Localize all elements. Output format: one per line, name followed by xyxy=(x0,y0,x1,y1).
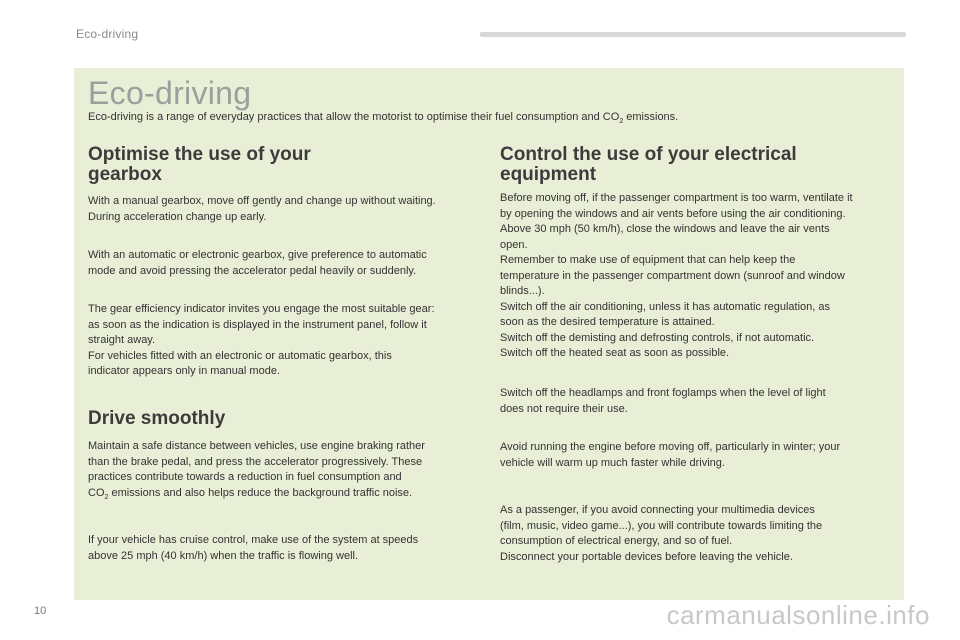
intro-text-part: emissions. xyxy=(623,111,679,123)
gearbox-paragraph: With an automatic or electronic gearbox, give preference to automatic mode and avoid pressing the accelerator pedal heavily or suddenly. xyxy=(88,249,427,277)
header-rule xyxy=(480,32,906,37)
electrical-heading: Control the use of your electrical equipment xyxy=(500,144,797,185)
co2-subscript: 2 xyxy=(619,118,624,126)
co2-subscript: 2 xyxy=(104,493,109,501)
electrical-paragraph: Switch off the headlamps and front foglamps when the level of light does not require their use. xyxy=(500,387,826,415)
drive-heading: Drive smoothly xyxy=(88,408,226,429)
intro-text xyxy=(88,110,888,129)
drive-text-part: emissions and also helps reduce the background traffic noise. xyxy=(108,486,413,499)
intro-text-part: Eco-driving is a range of everyday practices that allow the motorist to optimise their fuel consumption and CO xyxy=(88,111,620,123)
gearbox-paragraph: The gear efficiency indicator invites you engage the most suitable gear: as soon as the indication is displayed in the instrument panel, follow it straight away. For vehicles fitted with an electronic or automatic gearbox, this indicator appears only in manual mode. xyxy=(88,303,435,377)
drive-paragraph: If your vehicle has cruise control, make use of the system at speeds above 25 mph (40 km/h) when the traffic is flowing well. xyxy=(88,534,419,562)
electrical-paragraph: Avoid running the engine before moving off, particularly in winter; your vehicle will warm up much faster while driving. xyxy=(500,441,841,469)
watermark: carmanualsonline.info xyxy=(666,600,930,630)
electrical-paragraph: Before moving off, if the passenger compartment is too warm, ventilate it by opening the windows and air vents before using the air conditioning. Above 30 mph (50 km/h), close the windows and leave the air vents open. Remember to make use of equipment that can help keep the temperature in the passenger compartment down (sunroof and window blinds...). Switch off the air conditioning, unless it has automatic regulation, as soon as the desired temperature is attained. Switch off the demisting and defrosting controls, if not automatic. Switch off the heated seat as soon as possible. xyxy=(500,192,853,359)
page-number: 10 xyxy=(34,605,47,617)
gearbox-paragraph: With a manual gearbox, move off gently and change up without waiting. During acceleration change up early. xyxy=(88,195,436,223)
gearbox-heading: Optimise the use of your gearbox xyxy=(88,144,311,185)
drive-text-part: Maintain a safe distance between vehicles, use engine braking rather than the brake pedal, and press the accelerator progressively. These practices contribute towards a reduction in fuel consumption and CO xyxy=(88,440,425,499)
electrical-paragraph: As a passenger, if you avoid connecting your multimedia devices (film, music, video game...), you will contribute towards limiting the consumption of electrical energy, and so of fuel. Disconnect your portable devices before leaving the vehicle. xyxy=(500,504,823,563)
running-header: Eco-driving xyxy=(76,27,139,41)
page-title: Eco-driving xyxy=(88,75,252,111)
drive-paragraph xyxy=(88,439,425,501)
